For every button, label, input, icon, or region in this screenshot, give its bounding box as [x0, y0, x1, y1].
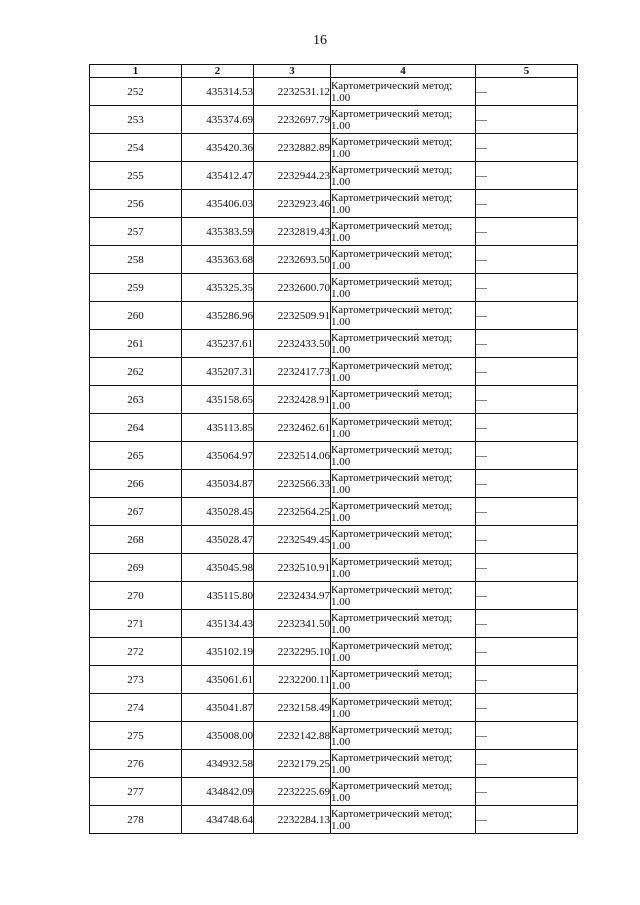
x-coordinate-cell: 435061.61 [182, 666, 254, 694]
method-text: Картометрический метод; [331, 135, 453, 148]
method-accuracy: 1.00 [331, 651, 351, 664]
point-number-cell: 258 [90, 246, 182, 274]
method-accuracy: 1.00 [331, 819, 351, 832]
x-coordinate-cell: 435113.85 [182, 414, 254, 442]
method-cell [331, 722, 476, 750]
method-accuracy: 1.00 [331, 315, 351, 328]
point-number-cell: 271 [90, 610, 182, 638]
x-coordinate-cell: 434842.09 [182, 778, 254, 806]
y-coordinate-cell: 2232295.10 [254, 638, 331, 666]
x-coordinate-cell: 435237.61 [182, 330, 254, 358]
note-cell: — [476, 806, 578, 834]
point-number-cell: 268 [90, 526, 182, 554]
method-accuracy: 1.00 [331, 707, 351, 720]
method-text: Картометрический метод; [331, 751, 453, 764]
x-coordinate-cell: 434932.58 [182, 750, 254, 778]
x-coordinate-cell: 435028.47 [182, 526, 254, 554]
table-row [90, 554, 578, 582]
y-coordinate-cell: 2232284.13 [254, 806, 331, 834]
y-coordinate-cell: 2232509.91 [254, 302, 331, 330]
method-accuracy: 1.00 [331, 231, 351, 244]
note-cell: — [476, 470, 578, 498]
method-text: Картометрический метод; [331, 415, 453, 428]
method-text: Картометрический метод; [331, 527, 453, 540]
point-number-cell: 257 [90, 218, 182, 246]
note-cell: — [476, 666, 578, 694]
method-cell [331, 386, 476, 414]
point-number-cell: 259 [90, 274, 182, 302]
table-row [90, 78, 578, 106]
point-number-cell: 263 [90, 386, 182, 414]
x-coordinate-cell: 435034.87 [182, 470, 254, 498]
x-coordinate-cell: 435102.19 [182, 638, 254, 666]
note-cell: — [476, 246, 578, 274]
y-coordinate-cell: 2232566.33 [254, 470, 331, 498]
method-accuracy: 1.00 [331, 623, 351, 636]
method-accuracy: 1.00 [331, 203, 351, 216]
table-row [90, 470, 578, 498]
table-row [90, 750, 578, 778]
method-cell [331, 106, 476, 134]
point-number-cell: 273 [90, 666, 182, 694]
point-number-cell: 276 [90, 750, 182, 778]
y-coordinate-cell: 2232179.25 [254, 750, 331, 778]
method-cell [331, 442, 476, 470]
method-text: Картометрический метод; [331, 359, 453, 372]
point-number-cell: 275 [90, 722, 182, 750]
y-coordinate-cell: 2232923.46 [254, 190, 331, 218]
note-cell: — [476, 526, 578, 554]
method-accuracy: 1.00 [331, 427, 351, 440]
method-cell [331, 554, 476, 582]
table-row [90, 302, 578, 330]
method-text: Картометрический метод; [331, 107, 453, 120]
method-text: Картометрический метод; [331, 191, 453, 204]
table-row [90, 386, 578, 414]
y-coordinate-cell: 2232434.97 [254, 582, 331, 610]
table-row [90, 638, 578, 666]
method-accuracy: 1.00 [331, 175, 351, 188]
method-cell [331, 694, 476, 722]
x-coordinate-cell: 434748.64 [182, 806, 254, 834]
method-accuracy: 1.00 [331, 343, 351, 356]
method-cell [331, 302, 476, 330]
point-number-cell: 253 [90, 106, 182, 134]
y-coordinate-cell: 2232693.50 [254, 246, 331, 274]
y-coordinate-cell: 2232564.25 [254, 498, 331, 526]
method-cell [331, 218, 476, 246]
point-number-cell: 270 [90, 582, 182, 610]
method-text: Картометрический метод; [331, 247, 453, 260]
column-header-5: 5 [476, 65, 578, 78]
y-coordinate-cell: 2232200.11 [254, 666, 331, 694]
point-number-cell: 262 [90, 358, 182, 386]
table-row [90, 274, 578, 302]
point-number-cell: 255 [90, 162, 182, 190]
point-number-cell: 272 [90, 638, 182, 666]
x-coordinate-cell: 435406.03 [182, 190, 254, 218]
method-cell [331, 498, 476, 526]
point-number-cell: 266 [90, 470, 182, 498]
x-coordinate-cell: 435064.97 [182, 442, 254, 470]
point-number-cell: 278 [90, 806, 182, 834]
page-number: 16 [313, 33, 327, 48]
y-coordinate-cell: 2232462.61 [254, 414, 331, 442]
x-coordinate-cell: 435314.53 [182, 78, 254, 106]
y-coordinate-cell: 2232882.89 [254, 134, 331, 162]
method-accuracy: 1.00 [331, 511, 351, 524]
x-coordinate-cell: 435325.35 [182, 274, 254, 302]
method-text: Картометрический метод; [331, 163, 453, 176]
note-cell: — [476, 610, 578, 638]
method-cell [331, 666, 476, 694]
note-cell: — [476, 554, 578, 582]
table-row [90, 526, 578, 554]
point-number-cell: 260 [90, 302, 182, 330]
table-row [90, 806, 578, 834]
y-coordinate-cell: 2232341.50 [254, 610, 331, 638]
note-cell: — [476, 778, 578, 806]
method-accuracy: 1.00 [331, 371, 351, 384]
method-accuracy: 1.00 [331, 791, 351, 804]
method-accuracy: 1.00 [331, 287, 351, 300]
table-row [90, 442, 578, 470]
y-coordinate-cell: 2232531.12 [254, 78, 331, 106]
method-cell [331, 610, 476, 638]
y-coordinate-cell: 2232158.49 [254, 694, 331, 722]
method-accuracy: 1.00 [331, 567, 351, 580]
y-coordinate-cell: 2232514.06 [254, 442, 331, 470]
method-text: Картометрический метод; [331, 667, 453, 680]
method-accuracy: 1.00 [331, 679, 351, 692]
point-number-cell: 267 [90, 498, 182, 526]
method-accuracy: 1.00 [331, 483, 351, 496]
note-cell: — [476, 582, 578, 610]
y-coordinate-cell: 2232225.69 [254, 778, 331, 806]
table-row [90, 162, 578, 190]
point-number-cell: 277 [90, 778, 182, 806]
table-row [90, 666, 578, 694]
table-row [90, 722, 578, 750]
x-coordinate-cell: 435028.45 [182, 498, 254, 526]
method-cell [331, 190, 476, 218]
table-row [90, 330, 578, 358]
method-text: Картометрический метод; [331, 219, 453, 232]
method-cell [331, 806, 476, 834]
method-accuracy: 1.00 [331, 595, 351, 608]
note-cell: — [476, 218, 578, 246]
y-coordinate-cell: 2232433.50 [254, 330, 331, 358]
method-text: Картометрический метод; [331, 555, 453, 568]
method-accuracy: 1.00 [331, 763, 351, 776]
table-row [90, 778, 578, 806]
method-cell [331, 330, 476, 358]
x-coordinate-cell: 435420.36 [182, 134, 254, 162]
method-accuracy: 1.00 [331, 91, 351, 104]
x-coordinate-cell: 435008.00 [182, 722, 254, 750]
table-row [90, 498, 578, 526]
method-text: Картометрический метод; [331, 79, 453, 92]
note-cell: — [476, 78, 578, 106]
coordinates-table [89, 64, 578, 834]
note-cell: — [476, 330, 578, 358]
column-header-3: 3 [254, 65, 331, 78]
table-row [90, 358, 578, 386]
method-text: Картометрический метод; [331, 471, 453, 484]
point-number-cell: 264 [90, 414, 182, 442]
y-coordinate-cell: 2232428.91 [254, 386, 331, 414]
method-text: Картометрический метод; [331, 807, 453, 820]
column-header-1: 1 [90, 65, 182, 78]
table-row [90, 610, 578, 638]
method-text: Картометрический метод; [331, 303, 453, 316]
note-cell: — [476, 750, 578, 778]
method-accuracy: 1.00 [331, 455, 351, 468]
point-number-cell: 252 [90, 78, 182, 106]
table-row [90, 190, 578, 218]
y-coordinate-cell: 2232142.88 [254, 722, 331, 750]
x-coordinate-cell: 435134.43 [182, 610, 254, 638]
y-coordinate-cell: 2232417.73 [254, 358, 331, 386]
x-coordinate-cell: 435363.68 [182, 246, 254, 274]
table-row [90, 414, 578, 442]
point-number-cell: 265 [90, 442, 182, 470]
table-header-row [90, 65, 578, 78]
method-accuracy: 1.00 [331, 735, 351, 748]
note-cell: — [476, 190, 578, 218]
method-cell [331, 414, 476, 442]
method-cell [331, 582, 476, 610]
table-row [90, 582, 578, 610]
note-cell: — [476, 414, 578, 442]
point-number-cell: 254 [90, 134, 182, 162]
point-number-cell: 256 [90, 190, 182, 218]
column-header-4: 4 [331, 65, 476, 78]
note-cell: — [476, 694, 578, 722]
x-coordinate-cell: 435374.69 [182, 106, 254, 134]
y-coordinate-cell: 2232819.43 [254, 218, 331, 246]
table-row [90, 246, 578, 274]
method-text: Картометрический метод; [331, 331, 453, 344]
method-cell [331, 246, 476, 274]
y-coordinate-cell: 2232510.91 [254, 554, 331, 582]
x-coordinate-cell: 435041.87 [182, 694, 254, 722]
method-accuracy: 1.00 [331, 539, 351, 552]
x-coordinate-cell: 435412.47 [182, 162, 254, 190]
method-text: Картометрический метод; [331, 611, 453, 624]
x-coordinate-cell: 435115.80 [182, 582, 254, 610]
x-coordinate-cell: 435383.59 [182, 218, 254, 246]
table-row [90, 106, 578, 134]
note-cell: — [476, 498, 578, 526]
method-text: Картометрический метод; [331, 723, 453, 736]
method-text: Картометрический метод; [331, 499, 453, 512]
table-row [90, 134, 578, 162]
method-cell [331, 274, 476, 302]
method-text: Картометрический метод; [331, 275, 453, 288]
method-cell [331, 526, 476, 554]
method-text: Картометрический метод; [331, 583, 453, 596]
method-accuracy: 1.00 [331, 147, 351, 160]
method-cell [331, 778, 476, 806]
note-cell: — [476, 638, 578, 666]
note-cell: — [476, 442, 578, 470]
method-cell [331, 162, 476, 190]
method-cell [331, 750, 476, 778]
x-coordinate-cell: 435158.65 [182, 386, 254, 414]
method-text: Картометрический метод; [331, 443, 453, 456]
method-cell [331, 470, 476, 498]
table-row [90, 218, 578, 246]
note-cell: — [476, 358, 578, 386]
y-coordinate-cell: 2232549.45 [254, 526, 331, 554]
note-cell: — [476, 134, 578, 162]
y-coordinate-cell: 2232944.23 [254, 162, 331, 190]
y-coordinate-cell: 2232697.79 [254, 106, 331, 134]
method-text: Картометрический метод; [331, 779, 453, 792]
method-text: Картометрический метод; [331, 387, 453, 400]
method-cell [331, 134, 476, 162]
point-number-cell: 274 [90, 694, 182, 722]
note-cell: — [476, 162, 578, 190]
method-text: Картометрический метод; [331, 639, 453, 652]
method-accuracy: 1.00 [331, 119, 351, 132]
x-coordinate-cell: 435207.31 [182, 358, 254, 386]
method-cell [331, 78, 476, 106]
method-accuracy: 1.00 [331, 399, 351, 412]
x-coordinate-cell: 435286.96 [182, 302, 254, 330]
note-cell: — [476, 386, 578, 414]
table-body [90, 78, 578, 834]
note-cell: — [476, 722, 578, 750]
method-accuracy: 1.00 [331, 259, 351, 272]
point-number-cell: 269 [90, 554, 182, 582]
y-coordinate-cell: 2232600.70 [254, 274, 331, 302]
column-header-2: 2 [182, 65, 254, 78]
x-coordinate-cell: 435045.98 [182, 554, 254, 582]
note-cell: — [476, 106, 578, 134]
method-cell [331, 358, 476, 386]
note-cell: — [476, 274, 578, 302]
table-row [90, 694, 578, 722]
method-text: Картометрический метод; [331, 695, 453, 708]
note-cell: — [476, 302, 578, 330]
point-number-cell: 261 [90, 330, 182, 358]
method-cell [331, 638, 476, 666]
